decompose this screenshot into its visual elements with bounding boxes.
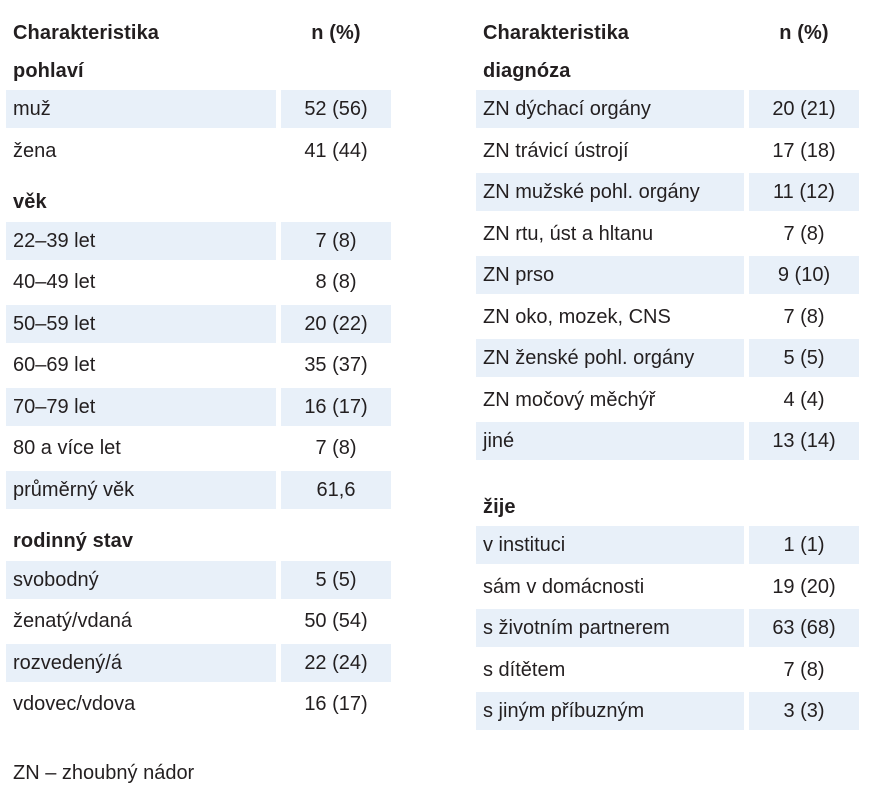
row-label: 80 a více let [13,437,121,459]
header-count-percent: n (%) [311,21,361,44]
row-label: ZN močový měchýř [483,388,656,411]
section-spacer [6,170,391,184]
row-label: muž [6,90,276,128]
row-value: 41 (44) [304,139,368,162]
section-title: pohlaví [13,59,84,82]
row-label: ženatý/vdaná [13,610,132,632]
row-value: 19 (20) [772,575,836,598]
table-body [476,52,859,730]
row-label: ZN oko, mozek, CNS [483,305,671,328]
table-row [476,173,859,211]
table-row [476,568,859,606]
row-label: sám v domácnosti [483,575,645,598]
row-label: 70–79 let [6,388,276,426]
row-value: 17 (18) [772,139,836,162]
row-value: 16 (17) [304,693,368,715]
row-value: 7 (8) [783,658,825,681]
section-title: žije [483,495,516,518]
row-label: s jiným příbuzným [476,692,744,730]
table-row [476,90,859,128]
row-label: ZN rtu, úst a hltanu [483,222,654,245]
row-value: 61,6 [281,471,391,509]
section-spacer [476,474,859,488]
row-label: průměrný věk [6,471,276,509]
section-heading [6,184,391,222]
table-row [476,526,859,564]
table-row [476,692,859,730]
row-label: ZN mužské pohl. orgány [476,173,744,211]
row-value: 7 (8) [783,222,825,245]
row-label: svobodný [6,561,276,599]
section-heading [476,488,859,526]
row-value: 5 (5) [281,561,391,599]
row-label: 50–59 let [6,305,276,343]
table-row [6,429,391,467]
table-row [476,651,859,689]
table-row [476,381,859,419]
row-label: s životním partnerem [476,609,744,647]
table-body [6,52,391,723]
table-row [6,602,391,640]
row-label: žena [13,139,57,162]
row-value: 52 (56) [281,90,391,128]
row-value: 13 (14) [749,422,859,460]
section-title: rodinný stav [13,530,134,552]
row-value: 20 (22) [281,305,391,343]
row-label: ZN trávicí ústrojí [483,139,629,162]
row-value: 4 (4) [783,388,825,411]
table-row [6,388,391,426]
header-count-percent: n (%) [779,21,829,44]
row-label: 22–39 let [6,222,276,260]
table-row [476,256,859,294]
row-label: ZN prso [476,256,744,294]
table-row [476,339,859,377]
header-characteristic: Charakteristika [13,21,160,44]
row-label: jiné [476,422,744,460]
row-label: vdovec/vdova [13,693,136,715]
table-row [6,685,391,723]
table-row [476,609,859,647]
table-row [6,644,391,682]
header-characteristic: Charakteristika [483,21,630,44]
section-title: diagnóza [483,59,571,82]
row-value: 1 (1) [749,526,859,564]
row-label: 40–49 let [13,271,96,293]
table-row [6,561,391,599]
table-row [6,471,391,509]
table-row [6,222,391,260]
section-title: věk [13,191,47,213]
table-row [476,215,859,253]
footnote: ZN – zhoubný nádor [13,762,195,784]
section-spacer [6,509,391,523]
row-value: 63 (68) [749,609,859,647]
row-value: 3 (3) [749,692,859,730]
row-value: 7 (8) [281,222,391,260]
table-header [6,14,391,52]
table-row [476,422,859,460]
row-value: 20 (21) [749,90,859,128]
characteristics-table-left [6,14,391,723]
row-value: 8 (8) [315,271,357,293]
section-spacer [476,460,859,474]
row-value: 50 (54) [304,610,368,632]
row-value: 16 (17) [281,388,391,426]
row-label: rozvedený/á [6,644,276,682]
table-header [476,14,859,52]
table-row [476,132,859,170]
row-label: ZN dýchací orgány [476,90,744,128]
table-row [6,90,391,128]
table-row [6,263,391,301]
row-value: 7 (8) [783,305,825,328]
table-row [476,298,859,336]
table-row [6,346,391,384]
row-value: 9 (10) [749,256,859,294]
row-label: ZN ženské pohl. orgány [476,339,744,377]
characteristics-table-right [476,14,859,730]
row-label: v instituci [476,526,744,564]
table-row [6,305,391,343]
row-label: s dítětem [483,658,566,681]
row-value: 7 (8) [315,437,357,459]
row-value: 35 (37) [304,354,368,376]
row-value: 5 (5) [749,339,859,377]
table-row [6,132,391,170]
section-heading [6,523,391,561]
row-value: 22 (24) [281,644,391,682]
row-label: 60–69 let [13,354,96,376]
row-value: 11 (12) [749,173,859,211]
section-heading [476,52,859,90]
section-heading [6,52,391,90]
